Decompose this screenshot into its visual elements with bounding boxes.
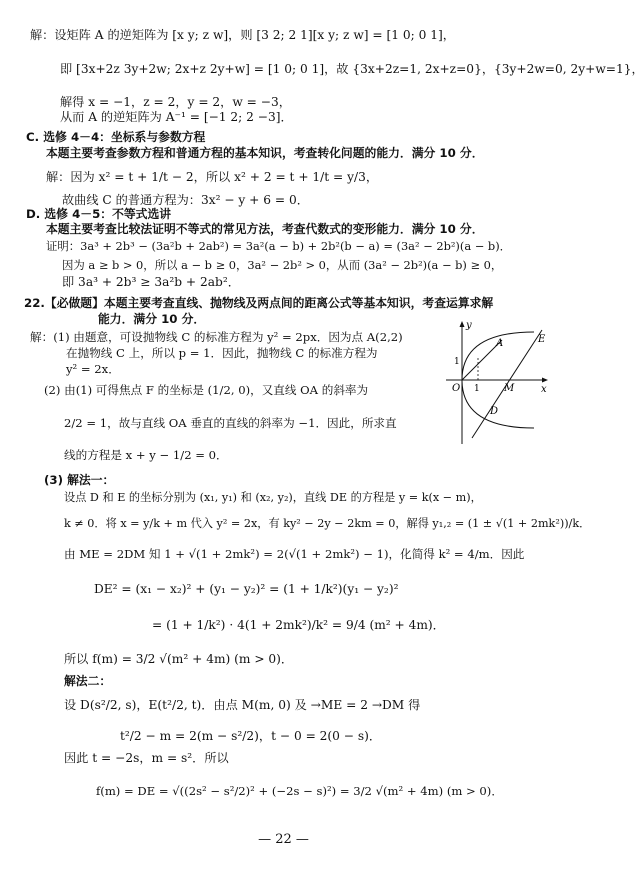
method1-line-2: k ≠ 0．将 x = y/k + m 代入 y² = 2x，有 ky² − 2y − 2km = 0，解得 y₁,₂ = (1 ± √(1 + 2mk²))/k． [64, 517, 591, 530]
problem-22-header [24, 296, 493, 311]
section-d-heading: D. 选修 4－5：不等式选讲 [26, 207, 172, 221]
section-d-proof-3: 即 3a³ + 2b³ ≥ 3a²b + 2ab²． [62, 275, 240, 289]
parabola-figure [442, 318, 550, 446]
section-d-proof-2: 因为 a ≥ b > 0，所以 a − b ≥ 0，3a² − 2b² > 0，从而 (3a² − 2b²)(a − b) ≥ 0， [62, 258, 503, 272]
y-axis-arrow-icon [460, 321, 465, 327]
method1-line-6: 所以 f(m) = 3/2 √(m² + 4m) (m > 0)． [64, 652, 294, 666]
matrix-solution-line-4: 从而 A 的逆矩阵为 A⁻¹ = [−1 2; 2 −3]． [60, 110, 293, 124]
method1-line-4: DE² = (x₁ − x₂)² + (y₁ − y₂)² = (1 + 1/k²)(y₁ − y₂)² [94, 582, 399, 596]
x-axis-label: x [541, 384, 547, 395]
part1-line-1: 解：(1) 由题意，可设抛物线 C 的标准方程为 y² = 2px．因为点 A(2,2) [30, 330, 403, 344]
method2-line-3: 因此 t = −2s，m = s²．所以 [64, 751, 229, 765]
method-one-heading: (3) 解法一： [44, 473, 115, 487]
point-a-label: A [496, 338, 504, 349]
part2-line-3: 线的方程是 x + y − 1/2 = 0． [64, 448, 228, 462]
matrix-solution-line-3: 解得 x = −1，z = 2，y = 2，w = −3， [60, 95, 291, 109]
point-e-label: E [538, 334, 546, 345]
part2-line-1: (2) 由(1) 可得焦点 F 的坐标是 (1/2, 0)，又直线 OA 的斜率为 [44, 383, 369, 397]
problem-number: 22. [24, 296, 45, 310]
part1-line-2: 在抛物线 C 上，所以 p = 1．因此，抛物线 C 的标准方程为 [66, 346, 378, 360]
point-m-label: M [504, 383, 515, 394]
one-x-label: 1 [474, 384, 480, 394]
method1-line-1: 设点 D 和 E 的坐标分别为 (x₁, y₁) 和 (x₂, y₂)，直线 DE 的方程是 y = k(x − m)， [64, 491, 482, 504]
part1-line-3: y² = 2x． [66, 362, 120, 376]
x-axis-arrow-icon [542, 378, 548, 383]
method-two-heading: 解法二： [64, 674, 112, 688]
y-axis-label: y [466, 320, 472, 331]
section-d-intro: 本题主要考查比较法证明不等式的常见方法，考查代数式的变形能力．满分 10 分． [46, 222, 484, 236]
section-c-heading: C. 选修 4－4：坐标系与参数方程 [26, 130, 206, 144]
section-c-intro: 本题主要考查参数方程和普通方程的基本知识，考查转化问题的能力．满分 10 分． [46, 146, 484, 160]
part2-line-2: 2/2 = 1，故与直线 OA 垂直的直线的斜率为 −1．因此，所求直 [64, 416, 397, 430]
method1-line-5: = (1 + 1/k²) · 4(1 + 2mk²)/k² = 9/4 (m² + 4m)． [152, 618, 445, 632]
section-c-solution-1: 解：因为 x² = t + 1/t − 2，所以 x² + 2 = t + 1/t = y/3， [46, 170, 379, 184]
method1-line-3: 由 ME = 2DM 知 1 + √(1 + 2mk²) = 2(√(1 + 2mk²) − 1)，化简得 k² = 4/m．因此 [64, 547, 525, 561]
problem-22-intro-2: 能力．满分 10 分． [98, 312, 206, 326]
section-c-solution-2: 故曲线 C 的普通方程为：3x² − y + 6 = 0． [62, 193, 309, 207]
page-number: — 22 — [258, 832, 309, 847]
point-d-label: D [490, 406, 499, 417]
one-y-label: 1 [454, 357, 460, 367]
method2-line-2: t²/2 − m = 2(m − s²/2)，t − 0 = 2(0 − s)． [120, 729, 382, 743]
problem-tag: 【必做题】 [44, 296, 104, 310]
part3-heading [44, 473, 114, 488]
origin-label: O [452, 383, 461, 394]
method2-line-4: f(m) = DE = √((2s² − s²/2)² + (−2s − s)²) = 3/2 √(m² + 4m) (m > 0)． [96, 784, 503, 798]
problem-intro-1: 本题主要考查直线、抛物线及两点间的距离公式等基本知识，考查运算求解 [103, 296, 494, 310]
section-d-proof-1: 证明：3a³ + 2b³ − (3a²b + 2ab²) = 3a²(a − b) + 2b²(b − a) = (3a² − 2b²)(a − b)． [46, 239, 512, 253]
matrix-solution-line-1: 解：设矩阵 A 的逆矩阵为 [x y; z w]，则 [3 2; 2 1][x y; z w] = [1 0; 0 1]， [30, 28, 455, 42]
matrix-solution-line-2: 即 [3x+2z 3y+2w; 2x+z 2y+w] = [1 0; 0 1]，故 {3x+2z=1, 2x+z=0}，{3y+2w=0, 2y+w=1}， [60, 62, 644, 76]
method2-line-1: 设 D(s²/2, s)，E(t²/2, t)．由点 M(m, 0) 及 →ME = 2 →DM 得 [64, 698, 421, 712]
